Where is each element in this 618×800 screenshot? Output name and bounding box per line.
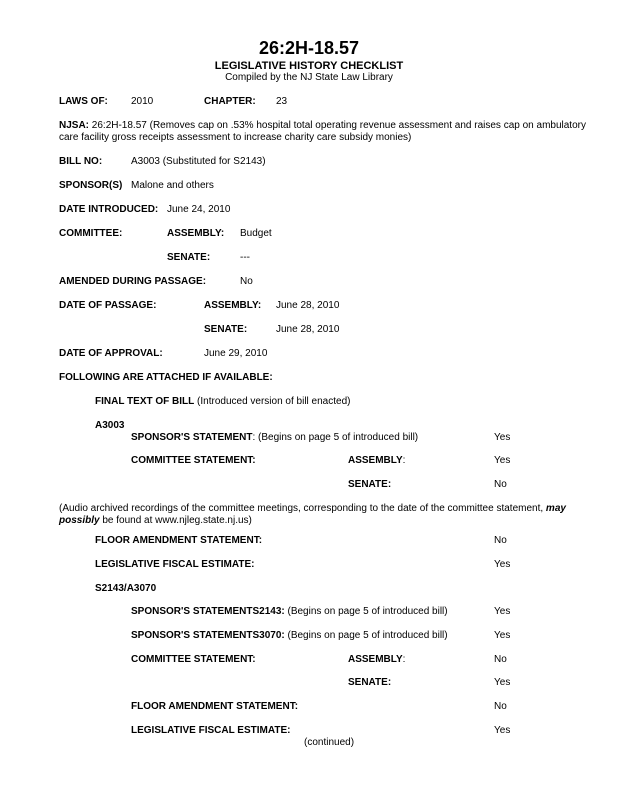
chapter-label: CHAPTER:: [204, 96, 256, 107]
sponsors-label: SPONSOR(S): [59, 180, 123, 191]
sponsors-value: Malone and others: [131, 180, 214, 191]
page-subtitle: LEGISLATIVE HISTORY CHECKLIST: [214, 60, 404, 72]
s2143-committee-statement-label: COMMITTEE STATEMENT:: [131, 654, 256, 665]
page-title: 26:2H-18.57: [258, 38, 360, 58]
passage-senate-value: June 28, 2010: [276, 324, 340, 335]
a3003-committee-statement-label: COMMITTEE STATEMENT:: [131, 455, 256, 466]
final-text-line: [95, 396, 350, 408]
floor-amendment-label: FLOOR AMENDMENT STATEMENT:: [95, 535, 263, 546]
amended-value: No: [240, 276, 253, 287]
compiled-by: Compiled by the NJ State Law Library: [225, 72, 393, 83]
committee-assembly-value: Budget: [240, 228, 272, 239]
audio-note-text2: be found at www.njleg.state.nj.us): [99, 515, 252, 526]
a3003-senate-label: SENATE:: [348, 479, 392, 490]
s2143-heading: S2143/A3070: [95, 583, 157, 594]
committee-senate-label: SENATE:: [167, 252, 211, 263]
njsa-block: [59, 120, 607, 144]
a3003-sponsor-statement-note: : (Begins on page 5 of introduced bill): [252, 432, 419, 443]
attached-heading: FOLLOWING ARE ATTACHED IF AVAILABLE:: [59, 372, 273, 383]
s2143-senate-value: Yes: [494, 677, 511, 688]
fiscal-estimate-value: Yes: [494, 559, 511, 570]
audio-note: [59, 503, 607, 527]
s2143-floor-amendment-label: FLOOR AMENDMENT STATEMENT:: [131, 701, 299, 712]
njsa-value: 26:2H-18.57 (Removes cap on .53% hospital total operating revenue assessment and raises cap on ambulatory care facility gross receipts assessment to increase charity care subsidy monies): [59, 120, 586, 143]
passage-senate-label: SENATE:: [204, 324, 248, 335]
a3003-heading: A3003: [95, 420, 125, 431]
s2143-fiscal-estimate-label: LEGISLATIVE FISCAL ESTIMATE:: [131, 725, 291, 736]
floor-amendment-value: No: [494, 535, 507, 546]
final-text-note: (Introduced version of bill enacted): [197, 396, 351, 407]
committee-label: COMMITTEE:: [59, 228, 123, 239]
s2143-assembly: [348, 654, 405, 666]
s2143-fiscal-estimate-value: Yes: [494, 725, 511, 736]
s2143-sponsor-statement-note: (Begins on page 5 of introduced bill): [284, 606, 448, 617]
a3003-senate-value: No: [494, 479, 507, 490]
s2143-sponsor-statement-value: Yes: [494, 606, 511, 617]
s2143-assembly-colon: :: [402, 654, 406, 665]
a3003-sponsor-statement-label: SPONSOR'S STATEMENT: [131, 432, 253, 443]
s2143-sponsor-statement: [131, 606, 448, 618]
laws-of-value: 2010: [131, 96, 154, 107]
date-introduced-label: DATE INTRODUCED:: [59, 204, 159, 215]
s2143-assembly-value: No: [494, 654, 507, 665]
a3003-assembly-label: ASSEMBLY: [348, 455, 403, 466]
s3070-sponsor-statement-value: Yes: [494, 630, 511, 641]
s2143-senate-label: SENATE:: [348, 677, 392, 688]
s3070-sponsor-statement-label: SPONSOR'S STATEMENTS3070:: [131, 630, 285, 641]
passage-assembly-value: June 28, 2010: [276, 300, 340, 311]
date-introduced-value: June 24, 2010: [167, 204, 231, 215]
s3070-sponsor-statement-note: (Begins on page 5 of introduced bill): [284, 630, 448, 641]
fiscal-estimate-label: LEGISLATIVE FISCAL ESTIMATE:: [95, 559, 255, 570]
chapter-value: 23: [276, 96, 288, 107]
audio-note-emphasis: may possibly: [59, 503, 566, 526]
date-of-approval-value: June 29, 2010: [204, 348, 268, 359]
s2143-assembly-label: ASSEMBLY: [348, 654, 403, 665]
s2143-sponsor-statement-label: SPONSOR'S STATEMENTS2143:: [131, 606, 285, 617]
date-of-passage-label: DATE OF PASSAGE:: [59, 300, 157, 311]
final-text-label: FINAL TEXT OF BILL: [95, 396, 195, 407]
a3003-sponsor-statement-value: Yes: [494, 432, 511, 443]
njsa-label: NJSA:: [59, 120, 90, 131]
s2143-floor-amendment-value: No: [494, 701, 507, 712]
audio-note-text: (Audio archived recordings of the committee meetings, corresponding to the date of the committee statement,: [59, 503, 546, 514]
bill-no-label: BILL NO:: [59, 156, 103, 167]
laws-of-label: LAWS OF:: [59, 96, 108, 107]
date-of-approval-label: DATE OF APPROVAL:: [59, 348, 163, 359]
continued-note: (continued): [304, 737, 355, 748]
a3003-assembly-value: Yes: [494, 455, 511, 466]
committee-assembly-label: ASSEMBLY:: [167, 228, 225, 239]
passage-assembly-label: ASSEMBLY:: [204, 300, 262, 311]
a3003-sponsor-statement: [131, 432, 418, 444]
bill-no-value: A3003 (Substituted for S2143): [131, 156, 266, 167]
committee-senate-value: ---: [240, 252, 250, 263]
a3003-assembly: [348, 455, 405, 467]
amended-label: AMENDED DURING PASSAGE:: [59, 276, 207, 287]
s3070-sponsor-statement: [131, 630, 448, 642]
a3003-assembly-colon: :: [402, 455, 406, 466]
